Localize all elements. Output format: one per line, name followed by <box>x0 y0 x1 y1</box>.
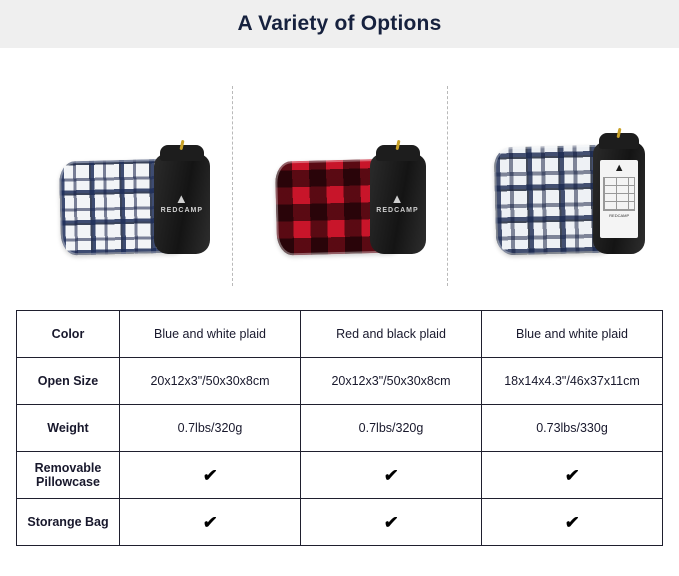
label-brand-text: REDCAMP <box>609 213 630 218</box>
cell-weight-1: 0.7lbs/320g <box>120 405 301 452</box>
spec-table-body <box>17 311 663 546</box>
product-image-row <box>0 48 679 310</box>
cell-removable-pillowcase-3 <box>482 452 663 499</box>
row-header-removable-pillowcase: Removable Pillowcase <box>17 452 120 499</box>
product-image-cell-1 <box>16 48 232 310</box>
cell-open-size-3: 18x14x4.3"/46x37x11cm <box>482 358 663 405</box>
stuff-sack-2 <box>370 154 426 254</box>
table-row <box>17 499 663 546</box>
product-image-cell-2 <box>232 48 448 310</box>
table-row <box>17 452 663 499</box>
page-title: A Variety of Options <box>237 12 442 35</box>
redcamp-mark-icon: ▲ <box>390 191 405 206</box>
stuff-sack-3 <box>593 142 645 254</box>
label-spec-grid <box>603 177 635 211</box>
sack-spec-label <box>600 160 638 238</box>
cell-open-size-2: 20x12x3"/50x30x8cm <box>301 358 482 405</box>
check-icon: ✔ <box>563 512 581 532</box>
cell-color-1: Blue and white plaid <box>120 311 301 358</box>
sack-logo-text: REDCAMP <box>376 207 419 214</box>
cell-storange-bag-1 <box>120 499 301 546</box>
check-icon: ✔ <box>382 512 400 532</box>
check-icon: ✔ <box>201 512 219 532</box>
cell-removable-pillowcase-2 <box>301 452 482 499</box>
stuff-sack-1 <box>154 154 210 254</box>
redcamp-mark-icon: ▲ <box>613 162 625 174</box>
sack-logo-text: REDCAMP <box>160 207 204 214</box>
cell-removable-pillowcase-1 <box>120 452 301 499</box>
cell-weight-2: 0.7lbs/320g <box>301 405 482 452</box>
table-row <box>17 311 663 358</box>
cell-weight-3: 0.73lbs/330g <box>482 405 663 452</box>
check-icon: ✔ <box>382 465 400 485</box>
cell-storange-bag-2 <box>301 499 482 546</box>
spec-table-wrapper <box>0 310 679 546</box>
sack-logo-1 <box>154 192 210 214</box>
row-header-storange-bag: Storange Bag <box>17 499 120 546</box>
cell-color-3: Blue and white plaid <box>482 311 663 358</box>
page-header <box>0 0 679 48</box>
table-row <box>17 358 663 405</box>
row-header-open-size: Open Size <box>17 358 120 405</box>
spec-table <box>16 310 663 546</box>
product-image-cell-3 <box>447 48 663 310</box>
cell-color-2: Red and black plaid <box>301 311 482 358</box>
cell-storange-bag-3 <box>482 499 663 546</box>
redcamp-mark-icon: ▲ <box>174 191 189 206</box>
row-header-color: Color <box>17 311 120 358</box>
row-header-weight: Weight <box>17 405 120 452</box>
table-row <box>17 405 663 452</box>
cell-open-size-1: 20x12x3"/50x30x8cm <box>120 358 301 405</box>
check-icon: ✔ <box>201 465 219 485</box>
check-icon: ✔ <box>563 465 581 485</box>
sack-logo-2 <box>370 192 426 214</box>
